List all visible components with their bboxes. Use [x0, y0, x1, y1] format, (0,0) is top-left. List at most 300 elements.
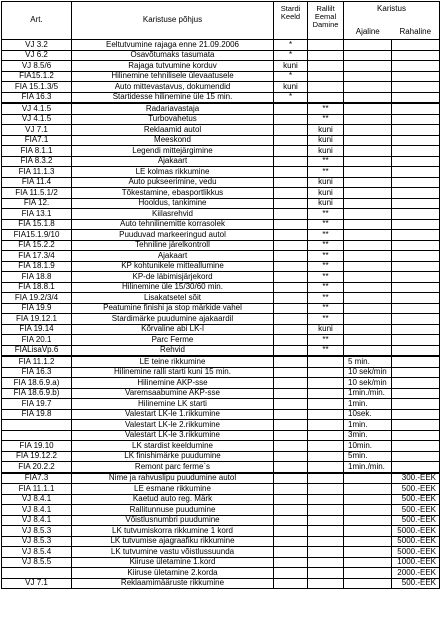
table-row: [2, 367, 440, 378]
header-reason: Karistuse põhjus: [72, 2, 274, 40]
cell-reason: Tehniline järelkontroll: [72, 240, 274, 251]
cell-reason: Radariavastaja: [72, 103, 274, 114]
cell-exclusion: [308, 71, 344, 82]
cell-money-penalty: [392, 125, 440, 136]
cell-time-penalty: [344, 314, 392, 325]
cell-time-penalty: [344, 240, 392, 251]
cell-reason: LE kolmas rikkumine: [72, 167, 274, 178]
cell-start-ban: [274, 505, 308, 516]
cell-article: FIA 18.8: [2, 272, 72, 283]
cell-reason: LK tutvumiskorra rikkumine 1 kord: [72, 526, 274, 537]
cell-article: VJ 7.1: [2, 578, 72, 589]
cell-reason: LK tutvumise ajagraafiku rikkumine: [72, 536, 274, 547]
cell-money-penalty: 500.-EEK: [392, 494, 440, 505]
header-penalty: Karistus: [344, 2, 440, 16]
cell-article: FIA 18.6.9.b): [2, 388, 72, 399]
cell-reason: Auto tehnilinemitte korrasolek: [72, 219, 274, 230]
cell-start-ban: [274, 557, 308, 568]
cell-time-penalty: 10 sek/min: [344, 367, 392, 378]
cell-exclusion: **: [308, 167, 344, 178]
cell-reason: Legendi mittejärgimine: [72, 146, 274, 157]
cell-money-penalty: [392, 409, 440, 420]
cell-time-penalty: [344, 578, 392, 589]
table-row: [2, 82, 440, 93]
cell-money-penalty: [392, 388, 440, 399]
cell-reason: Eeltutvumine rajaga enne 21.09.2006: [72, 40, 274, 51]
cell-start-ban: [274, 473, 308, 484]
cell-money-penalty: 300.-EEK: [392, 473, 440, 484]
cell-exclusion: [308, 557, 344, 568]
cell-article: FIA 17.3/4: [2, 251, 72, 262]
table-row: [2, 345, 440, 356]
cell-money-penalty: [392, 451, 440, 462]
cell-exclusion: [308, 430, 344, 441]
table-row: [2, 378, 440, 389]
cell-time-penalty: 5min.: [344, 451, 392, 462]
table-row: [2, 40, 440, 51]
cell-time-penalty: [344, 335, 392, 346]
cell-article: FIA 15.2.2: [2, 240, 72, 251]
cell-time-penalty: [344, 345, 392, 356]
cell-reason: KP-de läbimisjärjekord: [72, 272, 274, 283]
cell-time-penalty: [344, 198, 392, 209]
cell-start-ban: [274, 430, 308, 441]
cell-reason: Tõkestamine, ebasportlikkus: [72, 188, 274, 199]
cell-article: FIA7.3: [2, 473, 72, 484]
cell-exclusion: [308, 526, 344, 537]
cell-time-penalty: [344, 92, 392, 103]
cell-money-penalty: [392, 345, 440, 356]
cell-start-ban: [274, 167, 308, 178]
cell-exclusion: [308, 82, 344, 93]
cell-reason: Ajakaart: [72, 156, 274, 167]
cell-exclusion: **: [308, 114, 344, 125]
cell-article: VJ 8.4.1: [2, 494, 72, 505]
cell-reason: LE esmane rikkumine: [72, 484, 274, 495]
cell-reason: Hilinemine LK starti: [72, 399, 274, 410]
cell-reason: Rehvid: [72, 345, 274, 356]
cell-reason: Rallitunnuse puudumine: [72, 505, 274, 516]
cell-start-ban: [274, 324, 308, 335]
cell-exclusion: **: [308, 314, 344, 325]
cell-money-penalty: [392, 251, 440, 262]
cell-money-penalty: [392, 303, 440, 314]
table-row: [2, 388, 440, 399]
table-row: [2, 356, 440, 367]
cell-reason: Kaetud auto reg. Märk: [72, 494, 274, 505]
cell-time-penalty: 3min.: [344, 430, 392, 441]
cell-money-penalty: [392, 167, 440, 178]
cell-start-ban: [274, 125, 308, 136]
cell-start-ban: [274, 536, 308, 547]
cell-reason: Hooldus, tankimine: [72, 198, 274, 209]
cell-start-ban: *: [274, 92, 308, 103]
cell-time-penalty: [344, 303, 392, 314]
cell-money-penalty: [392, 50, 440, 61]
cell-reason: Auto pukseerimine, vedu: [72, 177, 274, 188]
cell-reason: Kõrvaline abi LK-l: [72, 324, 274, 335]
cell-article: FIA 20.1: [2, 335, 72, 346]
cell-money-penalty: [392, 293, 440, 304]
cell-money-penalty: [392, 114, 440, 125]
cell-start-ban: [274, 156, 308, 167]
cell-exclusion: **: [308, 261, 344, 272]
cell-start-ban: [274, 462, 308, 473]
cell-reason: KP kohtunikele mitteallumine: [72, 261, 274, 272]
cell-start-ban: [274, 451, 308, 462]
cell-start-ban: [274, 177, 308, 188]
cell-article: FIA 19.14: [2, 324, 72, 335]
cell-reason: Osavõtumaks tasumata: [72, 50, 274, 61]
cell-exclusion: kuni: [308, 188, 344, 199]
table-row: [2, 92, 440, 103]
cell-start-ban: [274, 251, 308, 262]
cell-time-penalty: [344, 82, 392, 93]
cell-reason: Meeskond: [72, 135, 274, 146]
cell-money-penalty: [392, 399, 440, 410]
cell-reason: LE teine rikkumine: [72, 356, 274, 367]
cell-article: FIA 19.9: [2, 303, 72, 314]
cell-time-penalty: [344, 324, 392, 335]
cell-start-ban: [274, 114, 308, 125]
cell-exclusion: [308, 547, 344, 558]
cell-money-penalty: 500.-EEK: [392, 515, 440, 526]
cell-money-penalty: 5000.-EEK: [392, 526, 440, 537]
table-row: [2, 135, 440, 146]
cell-money-penalty: [392, 240, 440, 251]
cell-article: VJ 6.2: [2, 50, 72, 61]
cell-time-penalty: [344, 135, 392, 146]
cell-exclusion: [308, 484, 344, 495]
table-row: [2, 462, 440, 473]
cell-time-penalty: 1min./min.: [344, 388, 392, 399]
cell-article: [2, 568, 72, 579]
cell-money-penalty: [392, 441, 440, 452]
table-row: [2, 303, 440, 314]
cell-money-penalty: [392, 103, 440, 114]
cell-start-ban: [274, 409, 308, 420]
table-row: [2, 451, 440, 462]
table-row: [2, 547, 440, 558]
cell-exclusion: kuni: [308, 125, 344, 136]
cell-time-penalty: [344, 251, 392, 262]
table-row: [2, 293, 440, 304]
cell-money-penalty: 500.-EEK: [392, 578, 440, 589]
table-row: [2, 473, 440, 484]
cell-time-penalty: [344, 557, 392, 568]
cell-money-penalty: [392, 335, 440, 346]
cell-exclusion: [308, 420, 344, 431]
cell-article: FIA 19.12.2: [2, 451, 72, 462]
cell-exclusion: **: [308, 156, 344, 167]
header-exclusion: Rallilt Eemal Damine: [308, 2, 344, 40]
table-row: [2, 272, 440, 283]
cell-money-penalty: [392, 135, 440, 146]
cell-start-ban: [274, 378, 308, 389]
cell-start-ban: [274, 314, 308, 325]
cell-time-penalty: [344, 293, 392, 304]
table-row: [2, 50, 440, 61]
cell-reason: Hilinemine AKP-sse: [72, 378, 274, 389]
cell-exclusion: [308, 399, 344, 410]
cell-start-ban: [274, 198, 308, 209]
cell-money-penalty: 500.-EEK: [392, 484, 440, 495]
table-row: [2, 125, 440, 136]
cell-start-ban: [274, 547, 308, 558]
cell-money-penalty: [392, 324, 440, 335]
cell-money-penalty: [392, 188, 440, 199]
cell-start-ban: [274, 146, 308, 157]
cell-article: FIA 8.3.2: [2, 156, 72, 167]
cell-article: [2, 420, 72, 431]
cell-article: VJ 8.5.4: [2, 547, 72, 558]
cell-exclusion: [308, 356, 344, 367]
cell-reason: Valestart LK-le 1.rikkumine: [72, 409, 274, 420]
cell-start-ban: [274, 335, 308, 346]
cell-article: VJ 7.1: [2, 125, 72, 136]
table-row: [2, 156, 440, 167]
table-row: [2, 261, 440, 272]
cell-reason: Kiiruse ületamine 2.korda: [72, 568, 274, 579]
cell-exclusion: **: [308, 335, 344, 346]
cell-reason: Nime ja rahvuslipu puudumine autol: [72, 473, 274, 484]
cell-exclusion: [308, 568, 344, 579]
cell-article: FIALisaVp.6: [2, 345, 72, 356]
cell-start-ban: [274, 282, 308, 293]
table-row: [2, 420, 440, 431]
cell-money-penalty: 2000.-EEK: [392, 568, 440, 579]
cell-start-ban: [274, 209, 308, 220]
cell-start-ban: kuni: [274, 82, 308, 93]
cell-time-penalty: [344, 473, 392, 484]
table-row: [2, 494, 440, 505]
cell-money-penalty: [392, 219, 440, 230]
cell-article: VJ 8.5.3: [2, 526, 72, 537]
cell-reason: LK stardist keeldumine: [72, 441, 274, 452]
cell-exclusion: [308, 409, 344, 420]
cell-article: FIA 8.1.1: [2, 146, 72, 157]
table-row: [2, 409, 440, 420]
cell-article: FIA 11.5.1/2: [2, 188, 72, 199]
table-row: [2, 103, 440, 114]
cell-time-penalty: [344, 282, 392, 293]
penalty-rows: [2, 40, 440, 589]
cell-time-penalty: [344, 156, 392, 167]
cell-money-penalty: [392, 61, 440, 72]
cell-exclusion: [308, 494, 344, 505]
cell-start-ban: [274, 367, 308, 378]
table-row: [2, 515, 440, 526]
cell-exclusion: **: [308, 293, 344, 304]
cell-article: FIA7.1: [2, 135, 72, 146]
cell-article: FIA 16.3: [2, 92, 72, 103]
cell-start-ban: [274, 135, 308, 146]
cell-start-ban: [274, 272, 308, 283]
cell-exclusion: [308, 441, 344, 452]
cell-reason: Reklaamimääruste rikkumine: [72, 578, 274, 589]
cell-start-ban: [274, 103, 308, 114]
cell-time-penalty: [344, 230, 392, 241]
cell-exclusion: **: [308, 230, 344, 241]
cell-time-penalty: 1min.: [344, 420, 392, 431]
cell-reason: Peatumine finishi ja stop märkide vahel: [72, 303, 274, 314]
cell-reason: LK tutvumine vastu võistlussuunda: [72, 547, 274, 558]
table-row: [2, 568, 440, 579]
cell-time-penalty: 1min.: [344, 399, 392, 410]
cell-exclusion: **: [308, 209, 344, 220]
table-row: [2, 230, 440, 241]
cell-reason: Rajaga tutvumine korduv: [72, 61, 274, 72]
cell-exclusion: [308, 578, 344, 589]
cell-exclusion: [308, 515, 344, 526]
table-row: [2, 430, 440, 441]
cell-article: VJ 8.5/6: [2, 61, 72, 72]
cell-article: FIA 19.2/3/4: [2, 293, 72, 304]
cell-money-penalty: 500.-EEK: [392, 505, 440, 516]
cell-reason: Auto mittevastavus, dokumendid: [72, 82, 274, 93]
cell-time-penalty: [344, 526, 392, 537]
cell-money-penalty: 5000.-EEK: [392, 536, 440, 547]
cell-start-ban: [274, 303, 308, 314]
cell-exclusion: [308, 451, 344, 462]
cell-money-penalty: [392, 356, 440, 367]
cell-exclusion: [308, 61, 344, 72]
cell-exclusion: [308, 40, 344, 51]
cell-article: FIA 19.10: [2, 441, 72, 452]
cell-start-ban: [274, 261, 308, 272]
cell-article: FIA 11.1.2: [2, 356, 72, 367]
cell-time-penalty: 5 min.: [344, 356, 392, 367]
table-row: [2, 484, 440, 495]
table-row: [2, 335, 440, 346]
cell-money-penalty: [392, 40, 440, 51]
table-row: [2, 526, 440, 537]
cell-article: [2, 430, 72, 441]
cell-article: FIA 15.1.8: [2, 219, 72, 230]
cell-time-penalty: [344, 114, 392, 125]
cell-time-penalty: [344, 61, 392, 72]
table-row: [2, 240, 440, 251]
table-row: [2, 536, 440, 547]
cell-article: VJ 8.5.5: [2, 557, 72, 568]
table-row: [2, 177, 440, 188]
cell-article: FIA 18.8.1: [2, 282, 72, 293]
cell-exclusion: kuni: [308, 324, 344, 335]
cell-exclusion: [308, 50, 344, 61]
table-row: [2, 188, 440, 199]
cell-time-penalty: [344, 71, 392, 82]
cell-time-penalty: [344, 494, 392, 505]
cell-reason: LK finishimärke puudumine: [72, 451, 274, 462]
cell-article: FIA 13.1: [2, 209, 72, 220]
cell-article: FIA 15.1.3/5: [2, 82, 72, 93]
cell-exclusion: [308, 378, 344, 389]
cell-money-penalty: [392, 420, 440, 431]
cell-time-penalty: [344, 125, 392, 136]
cell-exclusion: kuni: [308, 198, 344, 209]
table-row: [2, 324, 440, 335]
cell-time-penalty: 1min./min.: [344, 462, 392, 473]
cell-money-penalty: [392, 462, 440, 473]
cell-article: VJ 8.4.1: [2, 505, 72, 516]
cell-article: FIA 19.12.1: [2, 314, 72, 325]
table-row: [2, 219, 440, 230]
cell-article: FIA 18.1.9: [2, 261, 72, 272]
cell-time-penalty: 10sek.: [344, 409, 392, 420]
cell-start-ban: *: [274, 71, 308, 82]
cell-money-penalty: [392, 209, 440, 220]
cell-start-ban: [274, 293, 308, 304]
cell-money-penalty: [392, 71, 440, 82]
cell-money-penalty: [392, 430, 440, 441]
cell-start-ban: *: [274, 50, 308, 61]
cell-reason: Kiiruse ületamine 1.kord: [72, 557, 274, 568]
cell-exclusion: [308, 505, 344, 516]
cell-time-penalty: [344, 219, 392, 230]
cell-article: VJ 8.5.3: [2, 536, 72, 547]
table-row: [2, 251, 440, 262]
cell-money-penalty: 1000.-EEK: [392, 557, 440, 568]
cell-exclusion: [308, 367, 344, 378]
cell-article: FIA 11.1.1: [2, 484, 72, 495]
cell-start-ban: *: [274, 40, 308, 51]
penalty-table: [1, 1, 440, 589]
cell-money-penalty: [392, 177, 440, 188]
cell-start-ban: [274, 345, 308, 356]
cell-reason: Hilinemine tehnilisele ülevaatusele: [72, 71, 274, 82]
table-row: [2, 167, 440, 178]
cell-reason: Hilinemine ralli starti kuni 15 min.: [72, 367, 274, 378]
cell-time-penalty: [344, 272, 392, 283]
cell-exclusion: kuni: [308, 177, 344, 188]
cell-exclusion: **: [308, 219, 344, 230]
cell-exclusion: [308, 92, 344, 103]
cell-money-penalty: [392, 282, 440, 293]
table-row: [2, 146, 440, 157]
cell-time-penalty: [344, 547, 392, 558]
cell-time-penalty: [344, 50, 392, 61]
cell-exclusion: [308, 462, 344, 473]
cell-exclusion: **: [308, 240, 344, 251]
cell-reason: Parc Ferme: [72, 335, 274, 346]
cell-time-penalty: [344, 103, 392, 114]
cell-exclusion: **: [308, 272, 344, 283]
cell-start-ban: [274, 578, 308, 589]
cell-start-ban: [274, 388, 308, 399]
cell-exclusion: **: [308, 103, 344, 114]
cell-exclusion: **: [308, 345, 344, 356]
cell-article: FIA 18.6.9.a): [2, 378, 72, 389]
cell-time-penalty: [344, 505, 392, 516]
cell-reason: Remont parc ferme`s: [72, 462, 274, 473]
cell-exclusion: [308, 473, 344, 484]
cell-article: FIA 11.4: [2, 177, 72, 188]
cell-start-ban: [274, 568, 308, 579]
cell-exclusion: **: [308, 251, 344, 262]
cell-start-ban: [274, 219, 308, 230]
cell-money-penalty: [392, 146, 440, 157]
header-time-penalty: Ajaline: [344, 16, 392, 40]
cell-article: VJ 4.1.5: [2, 114, 72, 125]
cell-article: FIA15.1.2: [2, 71, 72, 82]
cell-article: VJ 4.1.5: [2, 103, 72, 114]
cell-money-penalty: 5000.-EEK: [392, 547, 440, 558]
cell-start-ban: [274, 484, 308, 495]
cell-time-penalty: [344, 515, 392, 526]
cell-reason: Turbovahetus: [72, 114, 274, 125]
cell-money-penalty: [392, 92, 440, 103]
cell-time-penalty: 10 sek/min: [344, 378, 392, 389]
